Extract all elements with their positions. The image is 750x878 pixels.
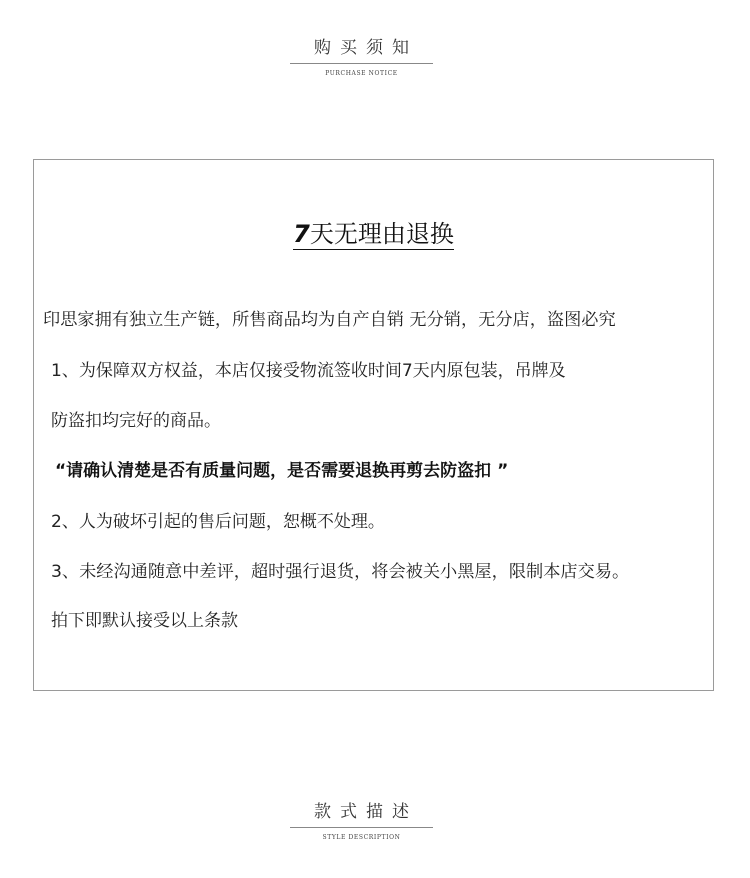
style-description-divider — [290, 827, 433, 828]
return-policy-heading-underlined — [293, 220, 454, 250]
policy-line-1-cont: 防盗扣均完好的商品。 — [51, 411, 221, 431]
style-description-subtitle: STYLE DESCRIPTION — [322, 834, 401, 841]
return-policy-heading-text: 天无理由退换 — [309, 220, 454, 248]
policy-line-warning: “请确认清楚是否有质量问题，是否需要退换再剪去防盗扣 ” — [55, 461, 509, 481]
policy-line-3: 3、未经沟通随意中差评，超时强行退货，将会被关小黑屋，限制本店交易。 — [51, 562, 630, 582]
purchase-notice-subtitle: PURCHASE NOTICE — [325, 70, 398, 77]
policy-line-accept: 拍下即默认接受以上条款 — [51, 611, 238, 631]
purchase-notice-divider — [290, 63, 433, 64]
purchase-notice-header — [290, 37, 433, 78]
purchase-notice-title: 购买须知 — [314, 38, 418, 58]
return-policy-heading — [34, 218, 713, 250]
style-description-header — [290, 801, 433, 842]
return-policy-box — [33, 159, 714, 691]
return-policy-days: 7 — [293, 220, 310, 248]
policy-line-intro: 印思家拥有独立生产链，所售商品均为自产自销 无分销，无分店，盗图必究 — [43, 310, 616, 330]
policy-line-1: 1、为保障双方权益，本店仅接受物流签收时间7天内原包装，吊牌及 — [51, 361, 566, 381]
policy-line-2: 2、人为破坏引起的售后问题，恕概不处理。 — [51, 512, 385, 532]
style-description-title: 款式描述 — [314, 802, 418, 822]
